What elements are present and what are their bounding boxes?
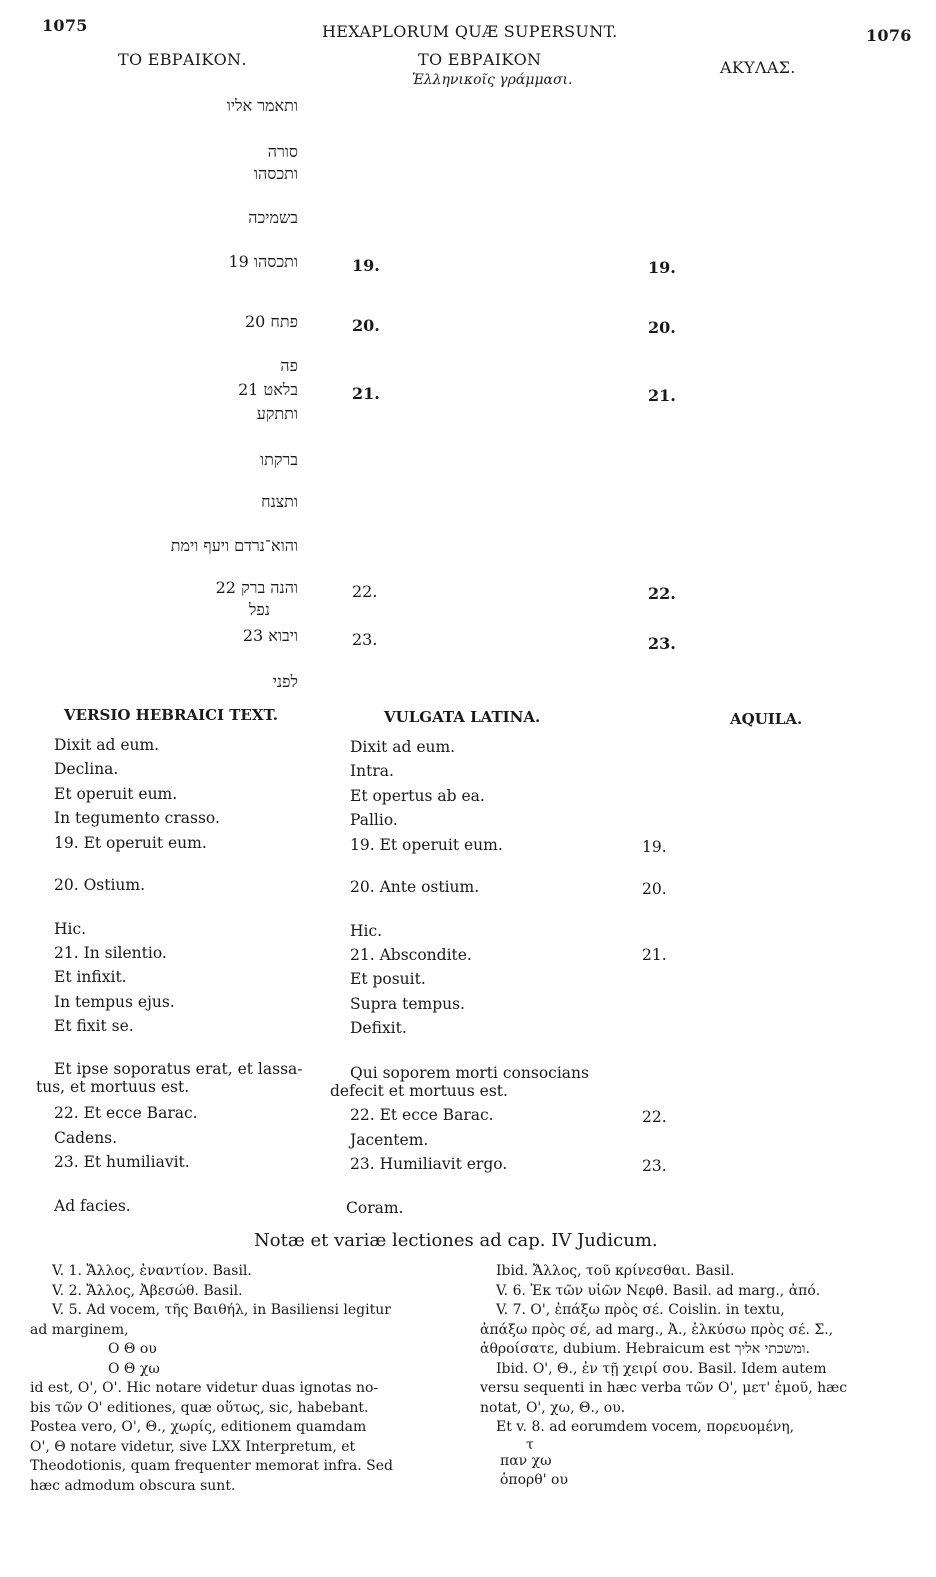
latin-verse-col3: 21. (642, 946, 667, 964)
note-line: ad marginem, (30, 1321, 129, 1338)
notes-title: Notæ et variæ lectiones ad cap. IV Judicum. (254, 1230, 658, 1251)
note-line: hæc admodum obscura sunt. (30, 1477, 236, 1494)
note-line: notat, Ο', χω, Θ., ου. (480, 1399, 626, 1416)
latin-text-col2: 22. Et ecce Barac. (350, 1106, 494, 1124)
note-line: Postea vero, Ο', Θ., χωρίς, editionem quamdam (30, 1419, 367, 1435)
note-line: Et v. 8. ad eorumdem vocem, πορευομένη, (496, 1419, 795, 1435)
hebrew-line: פתח 20 (244, 312, 298, 331)
latin-text-col2: 19. Et operuit eum. (350, 836, 503, 854)
latin-text-col1: Dixit ad eum. (54, 736, 160, 754)
latin-text-col1: 21. In silentio. (54, 944, 167, 962)
latin-text-col2: Hic. (350, 922, 383, 940)
verse-number-col2: 19. (352, 256, 380, 275)
verse-number-col2: 21. (352, 384, 380, 403)
latin-text-col1: Et fixit se. (54, 1017, 134, 1035)
latin-text-col2: Dixit ad eum. (350, 738, 456, 756)
latin-text-col1: Et infixit. (54, 968, 127, 986)
latin-text-col2: Coram. (346, 1199, 404, 1217)
latin-text-col1: Hic. (54, 920, 87, 938)
verse-number-col3: 23. (648, 634, 676, 653)
latin-header-col2: VULGATA LATINA. (384, 708, 541, 726)
hebrew-line: ותתקע (256, 404, 298, 423)
latin-text-col2: Qui soporem morti consocians (350, 1064, 589, 1082)
note-line: Ο', Θ notare videtur, sive LXX Interpretum, et (30, 1438, 356, 1455)
latin-text-col1: 19. Et operuit eum. (54, 834, 207, 852)
verse-number-col3: 22. (648, 584, 676, 603)
note-line: παν χω (500, 1452, 552, 1469)
note-line: Ibid. Ο', Θ., ἐν τῇ χειρί σου. Basil. Idem autem (496, 1360, 827, 1377)
latin-text-col2: 20. Ante ostium. (350, 878, 480, 896)
latin-text-col2: 21. Abscondite. (350, 946, 472, 964)
note-line: ἀθροίσατε, dubium. Hebraicum est ומשכתי אליך. (480, 1341, 810, 1357)
latin-text-col1: Declina. (54, 760, 119, 778)
page-title: HEXAPLORUM QUÆ SUPERSUNT. (322, 22, 618, 41)
notes-left-column (30, 1262, 455, 1496)
latin-text-col2: 23. Humiliavit ergo. (350, 1155, 508, 1173)
hebrew-line: ותצנח (261, 492, 298, 511)
latin-text-col1: In tegumento crasso. (54, 809, 220, 827)
latin-text-col2: Defixit. (350, 1019, 407, 1037)
greek-header-col2: ΤΟ ΕΒΡΑΙΚΟΝ (418, 50, 542, 69)
note-line: V. 1. Ἄλλος, ἐναντίον. Basil. (52, 1263, 252, 1279)
latin-verse-col3: 20. (642, 880, 667, 898)
hebrew-line: והוא־נרדם ויעף וימת (170, 536, 298, 555)
verse-number-col2: 23. (352, 630, 378, 649)
note-line: ὁπορθ' ου (500, 1472, 568, 1488)
latin-verse-col3: 22. (642, 1108, 667, 1126)
latin-text-col1: tus, et mortuus est. (36, 1078, 190, 1096)
verse-number-col2: 20. (352, 316, 380, 335)
latin-text-col1: 20. Ostium. (54, 876, 146, 894)
verse-number-col3: 19. (648, 258, 676, 277)
note-line: versu sequenti in hæc verba τῶν Ο', μετ' ἐμοῦ, hæc (480, 1380, 848, 1396)
hebrew-line: ותכסהו (253, 164, 298, 183)
latin-text-col2: defecit et mortuus est. (330, 1082, 508, 1100)
latin-text-col2: Jacentem. (350, 1131, 429, 1149)
hebrew-line: לפני (272, 672, 298, 691)
latin-text-col2: Et posuit. (350, 970, 426, 988)
note-line: V. 5. Ad vocem, τῆς Βαιθήλ, in Basiliensi legitur (52, 1302, 391, 1318)
verse-number-col3: 20. (648, 318, 676, 337)
note-line: Theodotionis, quam frequenter memorat infra. Sed (30, 1458, 393, 1474)
latin-verse-col3: 23. (642, 1157, 667, 1175)
notes-right-column (480, 1262, 920, 1491)
hebrew-line: בלאט 21 (238, 380, 298, 399)
latin-text-col2: Pallio. (350, 811, 398, 829)
hebrew-line: והנה ברק 22 (215, 578, 298, 597)
greek-header-col1: ΤΟ ΕΒΡΑΙΚΟΝ. (118, 50, 247, 69)
greek-header-col2-sub: Ἑλληνικοῖς γράμμασι. (412, 72, 573, 88)
latin-text-col1: Et ipse soporatus erat, et lassa- (54, 1060, 303, 1078)
hebrew-line: ותכסהו 19 (228, 252, 298, 271)
hebrew-line: ותאמר אליו (226, 96, 298, 115)
note-line: V. 2. Ἄλλος, Ἀβεσώθ. Basil. (52, 1282, 243, 1299)
latin-text-col1: Ad facies. (54, 1197, 131, 1215)
latin-verse-col3: 19. (642, 838, 667, 856)
page-number-right: 1076 (866, 26, 912, 45)
note-line: V. 7. Ο', ἐπάξω πρὸς σέ. Coislin. in textu, (496, 1302, 785, 1318)
note-line: Ο Θ χω (108, 1360, 160, 1377)
hebrew-line: נפל (248, 600, 270, 619)
latin-text-col1: 23. Et humiliavit. (54, 1153, 190, 1171)
note-line: id est, Ο', Ο'. Hic notare videtur duas ignotas no- (30, 1380, 379, 1396)
hebrew-line: סורה (267, 142, 298, 161)
latin-text-col1: Et operuit eum. (54, 785, 178, 803)
hebrew-line: ברקתו (260, 450, 298, 469)
hebrew-line: ויבוא 23 (242, 626, 298, 645)
note-line: bis τῶν Ο' editiones, quæ οὕτως, sic, habebant. (30, 1399, 369, 1416)
latin-text-col1: 22. Et ecce Barac. (54, 1104, 198, 1122)
note-line: V. 6. Ἐκ τῶν υἱῶν Νεφθ. Basil. ad marg., ἀπό. (496, 1282, 821, 1299)
note-line: ἀπάξω πρὸς σέ, ad marg., Ἀ., ἑλκύσω πρὸς σέ. Σ., (480, 1321, 834, 1338)
latin-text-col2: Intra. (350, 762, 394, 780)
latin-header-col3: AQUILA. (730, 710, 803, 728)
latin-header-col1: VERSIO HEBRAICI TEXT. (64, 706, 278, 724)
verse-number-col3: 21. (648, 386, 676, 405)
note-line: τ (526, 1436, 534, 1453)
latin-text-col1: Cadens. (54, 1129, 118, 1147)
latin-text-col2: Et opertus ab ea. (350, 787, 485, 805)
latin-text-col2: Supra tempus. (350, 995, 465, 1013)
note-line: Ibid. Ἄλλος, τοῦ κρίνεσθαι. Basil. (496, 1263, 735, 1279)
hebrew-line: פה (280, 356, 298, 375)
greek-header-col3: ΑΚΥΛΑΣ. (720, 58, 796, 77)
latin-text-col1: In tempus ejus. (54, 993, 175, 1011)
verse-number-col2: 22. (352, 582, 378, 601)
note-line: Ο Θ ου (108, 1341, 157, 1357)
hebrew-line: בשמיכה (248, 208, 298, 227)
page-number-left: 1075 (42, 16, 88, 35)
